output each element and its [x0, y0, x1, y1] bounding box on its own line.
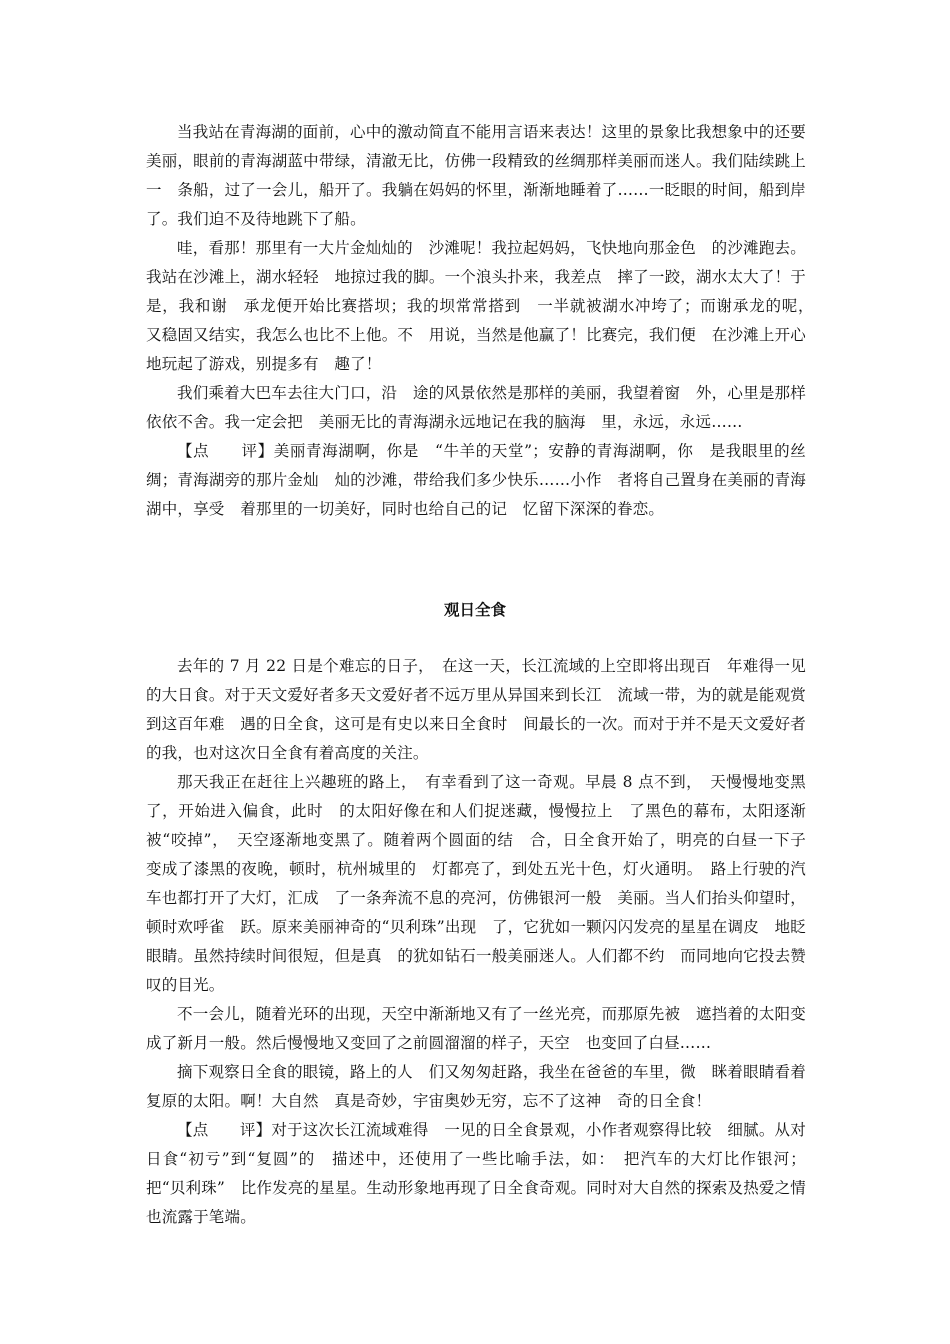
essay-title: 观日全食 — [443, 600, 506, 619]
paragraph: 不一会儿，随着光环的出现，天空中渐渐地又有了一丝光亮，而那原先被 遮挡着的太阳变成了新月一般。然后慢慢地又变回了之前圆溜溜的样子，天空 也变回了白昼…… — [146, 1005, 806, 1052]
essay-qinghai-lake — [146, 118, 822, 524]
commentary-paragraph: 【点 评】对于这次长江流域难得 一见的日全食景观，小作者观察得比较 细腻。从对日食“初亏”到“复圆”的 描述中，还使用了一些比喻手法，如： 把汽车的大灯比作银河；把“贝利珠” 比作发亮的星星。生动形象地再现了日全食奇观。同时对大自然的探索及热爱之情也流露于笔端。 — [146, 1121, 806, 1226]
paragraph: 摘下观察日全食的眼镜，路上的人 们又匆匆赶路，我坐在爸爸的车里，微 眯着眼睛看着复原的太阳。啊！大自然 真是奇妙，宇宙奥妙无穷，忘不了这神 奇的日全食！ — [146, 1063, 806, 1110]
commentary-paragraph: 【点 评】美丽青海湖啊，你是 “牛羊的天堂”；安静的青海湖啊，你 是我眼里的丝绸；青海湖旁的那片金灿 灿的沙滩，带给我们多少快乐……小作 者将自己置身在美丽的青海湖中，享受 着那里的一切美好，同时也给自己的记 忆留下深深的眷恋。 — [146, 442, 806, 518]
essay-solar-eclipse — [146, 652, 822, 1232]
paragraph: 我们乘着大巴车去往大门口，沿 途的风景依然是那样的美丽，我望着窗 外，心里是那样依依不舍。我一定会把 美丽无比的青海湖永远地记在我的脑海 里，永远，永远…… — [146, 384, 806, 431]
paragraph: 去年的 7 月 22 日是个难忘的日子， 在这一天，长江流域的上空即将出现百 年难得一见的大日食。对于天文爱好者多天文爱好者不远万里从异国来到长江 流域一带，为的就是能观赏到这百年难 遇的日全食，这可是有史以来日全食时 间最长的一次。而对于并不是天文爱好者的我，也对这次日全食有着高度的关注。 — [146, 657, 806, 762]
paragraph: 当我站在青海湖的面前，心中的激动简直不能用言语来表达！这里的景象比我想象中的还要美丽，眼前的青海湖蓝中带绿，清澈无比，仿佛一段精致的丝绸那样美丽而迷人。我们陆续跳上一 条船，过了一会儿，船开了。我躺在妈妈的怀里，渐渐地睡着了……一眨眼的时间，船到岸了。我们迫不及待地跳下了船。 — [146, 123, 806, 228]
paragraph: 那天我正在赶往上兴趣班的路上， 有幸看到了这一奇观。早晨 8 点不到， 天慢慢地变黑了，开始进入偏食，此时 的太阳好像在和人们捉迷藏，慢慢拉上 了黑色的幕布，太阳逐渐被“咬掉”， 天空逐渐地变黑了。随着两个圆面的结 合，日全食开始了，明亮的白昼一下子 变成了漆黑的夜晚，顿时，杭州城里的 灯都亮了，到处五光十色，灯火通明。 路上行驶的汽车也都打开了大灯，汇成 了一条奔流不息的亮河，仿佛银河一般 美丽。当人们抬头仰望时，顿时欢呼雀 跃。原来美丽神奇的“贝利珠”出现 了，它犹如一颗闪闪发亮的星星在调皮 地眨眼睛。虽然持续时间很短，但是真 的犹如钻石一般美丽迷人。人们都不约 而同地向它投去赞叹的目光。 — [146, 773, 822, 994]
paragraph: 哇，看那！那里有一大片金灿灿的 沙滩呢！我拉起妈妈，飞快地向那金色 的沙滩跑去。我站在沙滩上，湖水轻轻 地掠过我的脚。一个浪头扑来，我差点 摔了一跤，湖水太大了！于是，我和谢 承龙便开始比赛搭坝；我的坝常常搭到 一半就被湖水冲垮了；而谢承龙的呢， 又稳固又结实，我怎么也比不上他。不 用说，当然是他赢了！比赛完，我们便 在沙滩上开心地玩起了游戏，别提多有 趣了！ — [146, 239, 822, 373]
